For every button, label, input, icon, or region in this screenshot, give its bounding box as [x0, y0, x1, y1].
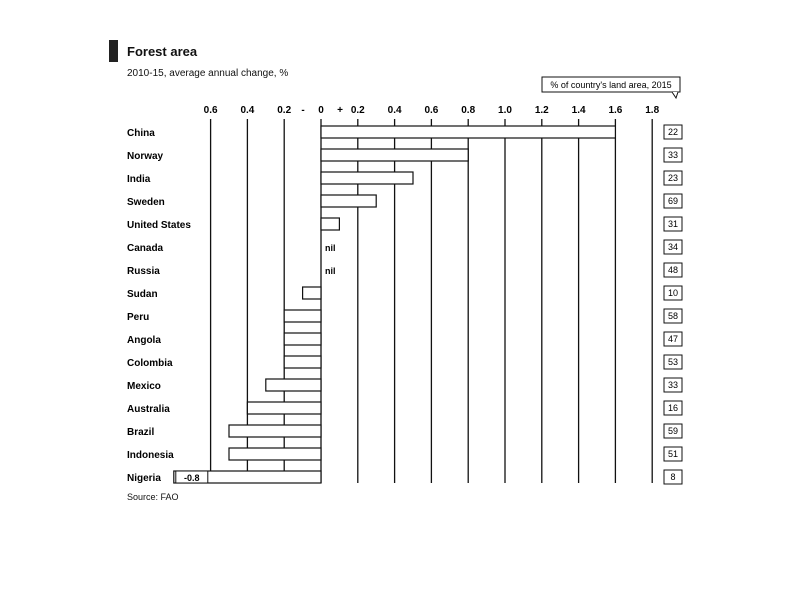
x-tick-label: 0.2	[350, 105, 365, 116]
category-label: Sudan	[127, 289, 158, 300]
land-share-value: 51	[667, 449, 679, 459]
x-tick-label: 0	[318, 105, 324, 116]
land-share-value: 23	[667, 173, 679, 183]
x-tick-label: 0.4	[240, 105, 255, 116]
x-tick-label: 0.4	[387, 105, 402, 116]
category-label: China	[127, 128, 155, 139]
x-tick-label: 0.2	[277, 105, 292, 116]
x-tick-label: 1.6	[608, 105, 623, 116]
land-share-value: 53	[667, 357, 679, 367]
category-label: India	[127, 174, 151, 185]
land-share-value: 69	[667, 196, 679, 206]
category-label: Nigeria	[127, 473, 161, 484]
x-axis-ticks	[204, 105, 660, 116]
category-label: Sweden	[127, 197, 165, 208]
x-tick-label: 1.0	[498, 105, 512, 116]
legend-pointer	[672, 92, 678, 98]
x-tick-label: 0.6	[203, 105, 218, 116]
bar	[284, 333, 321, 345]
land-share-value: 47	[667, 334, 679, 344]
x-tick-label: 1.8	[645, 105, 660, 116]
value-label: nil	[325, 266, 336, 276]
land-share-value: 48	[667, 265, 679, 275]
land-share-value: 59	[667, 426, 679, 436]
category-label: Angola	[127, 335, 161, 346]
land-share-value: 31	[667, 219, 679, 229]
bar	[229, 425, 321, 437]
bar	[266, 379, 321, 391]
category-label: Peru	[127, 312, 150, 323]
land-share-boxes	[664, 125, 682, 484]
chart-subtitle: 2010-15, average annual change, %	[127, 68, 289, 79]
land-share-value: 33	[667, 150, 679, 160]
land-share-value: 33	[667, 380, 679, 390]
category-label: Colombia	[127, 358, 173, 369]
land-share-value: 58	[667, 311, 679, 321]
category-label: Indonesia	[127, 450, 174, 461]
bar	[284, 310, 321, 322]
category-label: Brazil	[127, 427, 155, 438]
chart-title: Forest area	[127, 44, 198, 59]
value-label: nil	[325, 243, 336, 253]
value-label: -0.8	[184, 473, 200, 483]
bar	[247, 402, 321, 414]
legend-label: % of country's land area, 2015	[550, 80, 672, 90]
bar	[321, 195, 376, 207]
land-share-value: 34	[667, 242, 679, 252]
category-label: Canada	[127, 243, 164, 254]
category-label: United States	[127, 220, 191, 231]
category-label: Russia	[127, 266, 160, 277]
bar	[321, 126, 615, 138]
x-tick-label: 1.2	[534, 105, 549, 116]
category-labels	[127, 128, 191, 484]
bar	[229, 448, 321, 460]
land-share-value: 8	[670, 472, 676, 482]
bar	[321, 218, 339, 230]
chart-source: Source: FAO	[127, 492, 179, 502]
category-label: Australia	[127, 404, 170, 415]
category-label: Mexico	[127, 381, 161, 392]
plus-marker: +	[337, 105, 343, 116]
land-share-value: 16	[667, 403, 679, 413]
legend	[542, 77, 680, 98]
bar	[321, 149, 468, 161]
x-tick-label: 0.6	[424, 105, 439, 116]
category-label: Norway	[127, 151, 164, 162]
bar	[284, 356, 321, 368]
bar	[303, 287, 321, 299]
land-share-value: 22	[667, 127, 679, 137]
bar	[321, 172, 413, 184]
x-tick-label: 0.8	[461, 105, 476, 116]
x-tick-label: 1.4	[571, 105, 586, 116]
land-share-value: 10	[667, 288, 679, 298]
minus-marker: -	[301, 105, 305, 116]
